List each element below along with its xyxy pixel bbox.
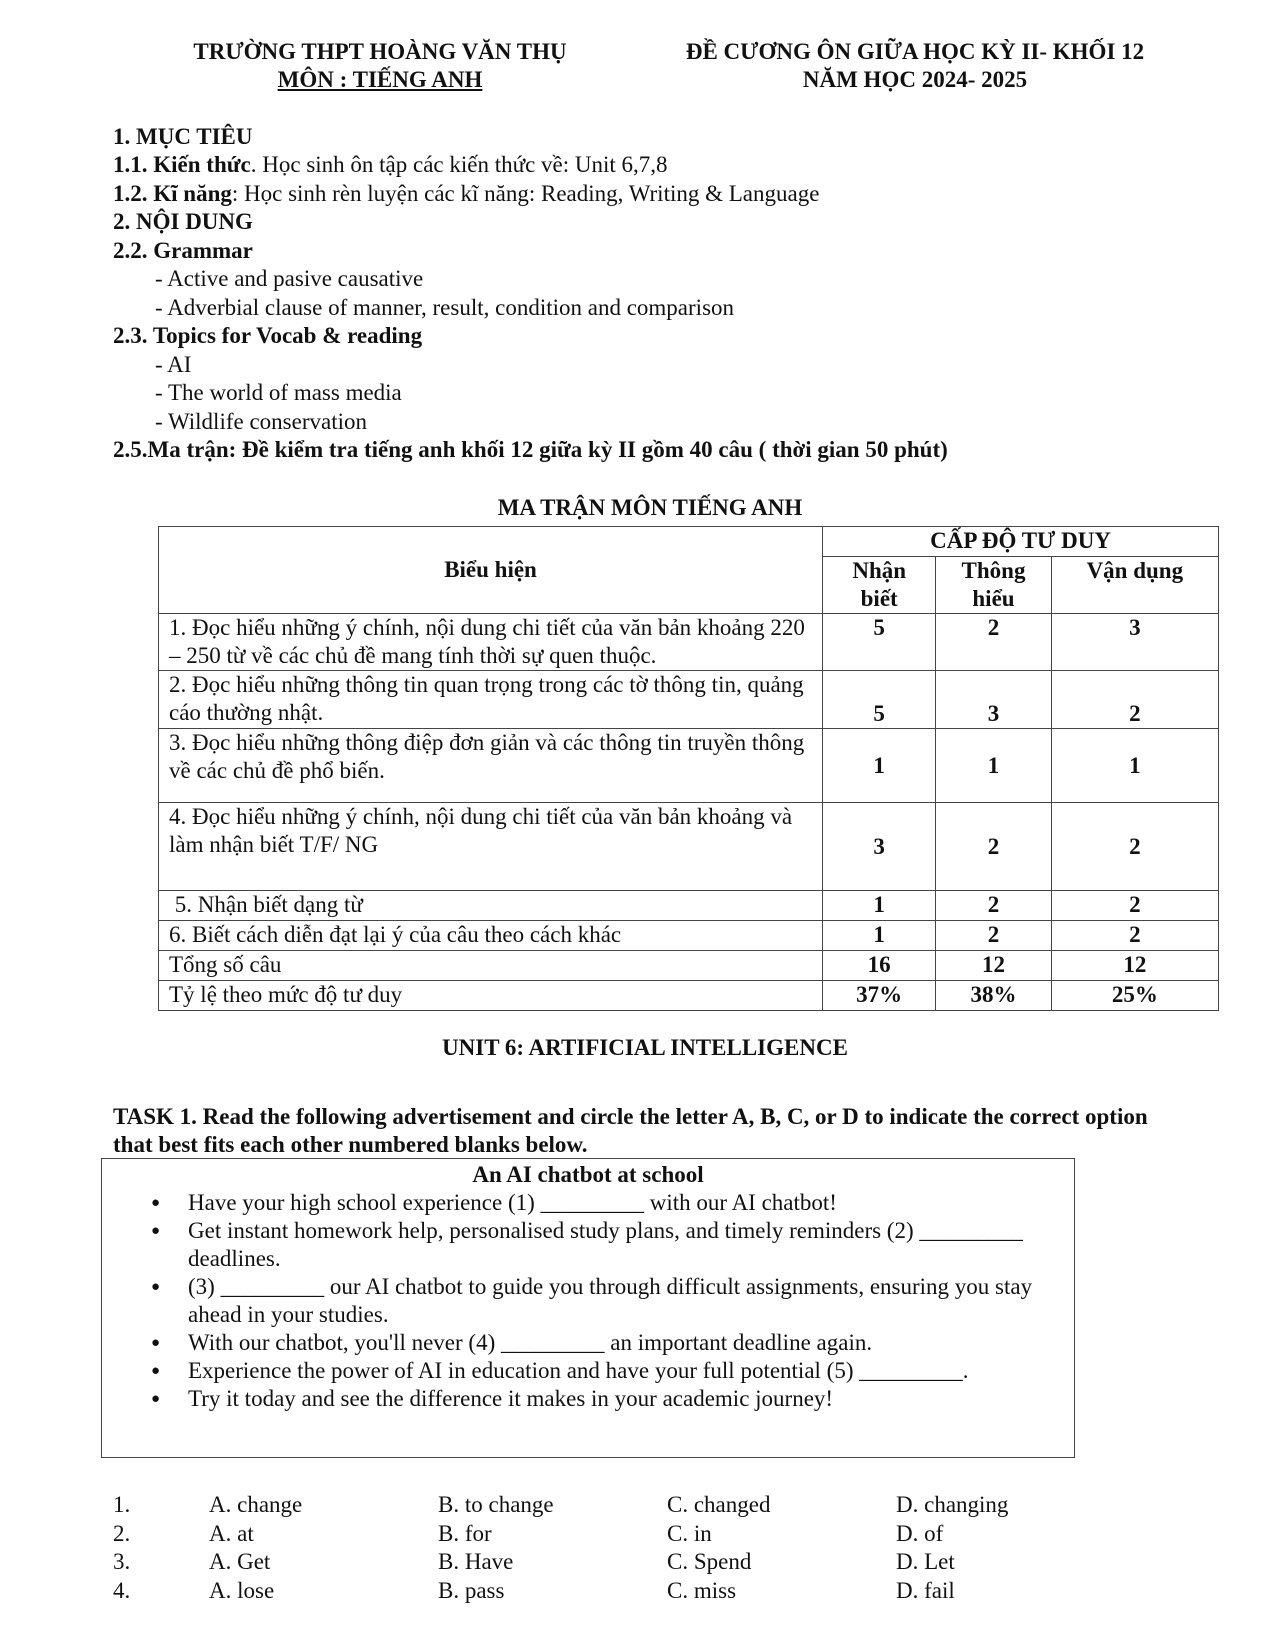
section-1-1-label: 1.1. Kiến thức	[113, 152, 251, 177]
option-c[interactable]: C. in	[667, 1521, 712, 1546]
ad-bullet: ● Experience the power of AI in education and have your full potential (5) _________.	[188, 1357, 1074, 1385]
matrix-row	[159, 981, 1219, 1011]
grammar-item: - Adverbial clause of manner, result, condition and comparison	[155, 295, 735, 320]
matrix-row	[159, 729, 1219, 803]
matrix-cell: 2	[936, 614, 1051, 671]
matrix-cell: 12	[936, 951, 1051, 981]
matrix-header-level: Thông hiểu	[936, 557, 1051, 614]
matrix-cell: 2	[936, 921, 1051, 951]
matrix-row	[159, 671, 1219, 729]
matrix-cell: 37%	[823, 981, 936, 1011]
matrix-cell: 38%	[936, 981, 1051, 1011]
matrix-cell: 2	[1051, 891, 1218, 921]
matrix-row	[159, 803, 1219, 891]
school-name: TRƯỜNG THPT HOÀNG VĂN THỤ	[193, 39, 567, 64]
section-1-1	[113, 151, 668, 179]
option-a[interactable]: A. Get	[209, 1549, 271, 1574]
matrix-row-label: 2. Đọc hiểu những thông tin quan trọng trong các tờ thông tin, quảng cáo thường nhật.	[159, 671, 823, 729]
ad-bullet: ● With our chatbot, you'll never (4) _________ an important deadline again.	[188, 1329, 1074, 1357]
matrix-cell: 5	[823, 614, 936, 671]
school-year: NĂM HỌC 2024- 2025	[802, 67, 1028, 92]
option-b[interactable]: B. pass	[438, 1578, 505, 1603]
matrix-row	[159, 614, 1219, 671]
option-d[interactable]: D. fail	[896, 1578, 955, 1603]
matrix-row	[159, 891, 1219, 921]
section-1-2-label: 1.2. Kĩ năng	[113, 181, 232, 206]
question-number: 1.	[113, 1492, 131, 1517]
question-number: 2.	[113, 1521, 131, 1546]
matrix-row-label: Tổng số câu	[159, 951, 823, 981]
matrix-cell: 1	[823, 921, 936, 951]
ad-bullet: ● Get instant homework help, personalised study plans, and timely reminders (2) _________ deadlines.	[188, 1217, 1074, 1273]
matrix-cell: 3	[1051, 614, 1218, 671]
option-d[interactable]: D. of	[896, 1521, 944, 1546]
option-a[interactable]: A. change	[209, 1492, 303, 1517]
matrix-cell: 25%	[1051, 981, 1218, 1011]
matrix-cell: 5	[823, 671, 936, 729]
matrix-title: MA TRẬN MÔN TIẾNG ANH	[497, 495, 803, 520]
matrix-header-group: CẤP ĐỘ TƯ DUY	[823, 527, 1219, 557]
option-b[interactable]: B. for	[438, 1521, 492, 1546]
matrix-cell: 16	[823, 951, 936, 981]
matrix-row-label: 4. Đọc hiểu những ý chính, nội dung chi tiết của văn bản khoảng và làm nhận biết T/F/ NG	[159, 803, 823, 891]
option-c[interactable]: C. changed	[667, 1492, 771, 1517]
section-1-heading: 1. MỤC TIÊU	[113, 124, 253, 149]
option-a[interactable]: A. at	[209, 1521, 254, 1546]
option-d[interactable]: D. Let	[896, 1549, 955, 1574]
question-number: 4.	[113, 1578, 131, 1603]
question-number: 3.	[113, 1549, 131, 1574]
matrix-cell: 3	[936, 671, 1051, 729]
option-b[interactable]: B. to change	[438, 1492, 554, 1517]
ad-bullet-list	[102, 1189, 1074, 1413]
option-a[interactable]: A. lose	[209, 1578, 275, 1603]
advertisement-box	[101, 1158, 1075, 1458]
matrix-cell: 1	[823, 891, 936, 921]
matrix-row-label: 3. Đọc hiểu những thông điệp đơn giản và các thông tin truyền thông về các chủ đề phổ biến.	[159, 729, 823, 803]
ad-bullet: ● Have your high school experience (1) _________ with our AI chatbot!	[188, 1189, 1074, 1217]
matrix-row-label: 6. Biết cách diễn đạt lại ý của câu theo cách khác	[159, 921, 823, 951]
ad-bullet: ● Try it today and see the difference it makes in your academic journey!	[188, 1385, 1074, 1413]
topic-item: - The world of mass media	[155, 380, 402, 405]
matrix-cell: 2	[1051, 803, 1218, 891]
subject-name	[160, 66, 600, 94]
grammar-item: - Active and pasive causative	[155, 266, 424, 291]
ad-title: An AI chatbot at school	[472, 1162, 704, 1187]
option-c[interactable]: C. Spend	[667, 1549, 752, 1574]
matrix-cell: 2	[936, 891, 1051, 921]
option-c[interactable]: C. miss	[667, 1578, 737, 1603]
section-2-3-heading: 2.3. Topics for Vocab & reading	[113, 323, 423, 348]
matrix-cell: 1	[1051, 729, 1218, 803]
matrix-cell: 1	[823, 729, 936, 803]
section-2-2-heading: 2.2. Grammar	[113, 238, 253, 263]
unit-title: UNIT 6: ARTIFICIAL INTELLIGENCE	[442, 1035, 848, 1060]
task1-instruction: TASK 1. Read the following advertisement and circle the letter A, B, C, or D to indicate the correct option that best fits each other numbered blanks below.	[113, 1104, 1148, 1157]
matrix-cell: 2	[1051, 671, 1218, 729]
topic-item: - Wildlife conservation	[155, 409, 367, 434]
matrix-row-label: 5. Nhận biết dạng từ	[159, 891, 823, 921]
subject-label: MÔN : TIẾNG ANH	[277, 67, 483, 92]
matrix-table	[158, 526, 1219, 1011]
section-2-heading: 2. NỘI DUNG	[113, 209, 253, 234]
matrix-header-main: Biểu hiện	[159, 527, 823, 614]
matrix-header-level: Nhận biết	[823, 557, 936, 614]
matrix-row-label: 1. Đọc hiểu những ý chính, nội dung chi tiết của văn bản khoảng 220 – 250 từ về các chủ đề mang tính thời sự quen thuộc.	[159, 614, 823, 671]
matrix-row	[159, 921, 1219, 951]
topic-item: - AI	[155, 352, 192, 377]
section-1-2	[113, 180, 819, 208]
matrix-row	[159, 951, 1219, 981]
section-1-2-text: : Học sinh rèn luyện các kĩ năng: Reading, Writing & Language	[231, 181, 820, 206]
matrix-cell: 12	[1051, 951, 1218, 981]
matrix-row-label: Tỷ lệ theo mức độ tư duy	[159, 981, 823, 1011]
matrix-cell: 3	[823, 803, 936, 891]
option-b[interactable]: B. Have	[438, 1549, 514, 1574]
matrix-cell: 1	[936, 729, 1051, 803]
matrix-header-level: Vận dụng	[1051, 557, 1218, 614]
matrix-cell: 2	[1051, 921, 1218, 951]
ad-bullet: ● (3) _________ our AI chatbot to guide you through difficult assignments, ensuring you stay ahead in your studies.	[188, 1273, 1074, 1329]
matrix-cell: 2	[936, 803, 1051, 891]
document-title: ĐỀ CƯƠNG ÔN GIỮA HỌC KỲ II- KHỐI 12	[685, 39, 1145, 64]
option-d[interactable]: D. changing	[896, 1492, 1009, 1517]
section-2-5-heading: 2.5.Ma trận: Đề kiểm tra tiếng anh khối 12 giữa kỳ II gồm 40 câu ( thời gian 50 phút)	[113, 437, 948, 462]
section-1-1-text: . Học sinh ôn tập các kiến thức về: Unit 6,7,8	[250, 152, 668, 177]
